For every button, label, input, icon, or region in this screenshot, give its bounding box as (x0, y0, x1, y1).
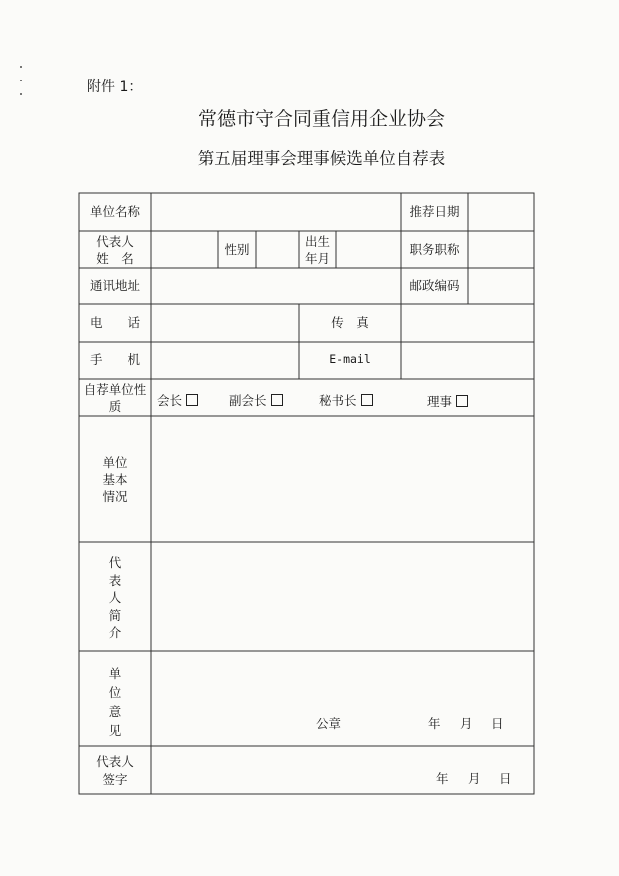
birth-label-line2: 年月 (304, 251, 330, 266)
attachment-label: 附件 1： (87, 79, 143, 95)
rep-intro-label-char: 介 (108, 625, 122, 640)
unit-opinion-field[interactable] (152, 652, 533, 745)
document-title: 常德市守合同重信用企业协会 (197, 108, 445, 130)
unit-info-label-line: 情况 (102, 489, 128, 504)
rep-intro-label-char: 简 (108, 607, 122, 623)
unit-info-label-line: 单位 (102, 455, 128, 470)
rep-name-label-line2: 姓 名 (96, 251, 134, 266)
mobile-label: 手 机 (89, 352, 140, 367)
unit-info-label (79, 454, 151, 505)
option-director[interactable] (427, 393, 468, 410)
recommend-date-field[interactable] (469, 194, 533, 230)
signature-date-day: 日 (499, 771, 512, 786)
document-subtitle: 第五届理事会理事候选单位自荐表 (197, 149, 446, 168)
rep-intro-label (79, 554, 151, 642)
option-secretary-general-label: 秘书长 (319, 393, 357, 408)
mobile-field[interactable] (152, 343, 298, 378)
address-field[interactable] (152, 269, 400, 303)
rep-name-field[interactable] (152, 232, 217, 267)
opinion-date-day: 日 (491, 716, 504, 731)
birth-field[interactable] (337, 232, 400, 267)
unit-nature-label-line2: 质 (108, 399, 122, 414)
unit-info-field[interactable] (152, 417, 533, 541)
signature-date-month: 月 (468, 771, 481, 786)
checkbox-director[interactable] (456, 395, 468, 407)
signature-label-line2: 签字 (102, 771, 128, 787)
postcode-field[interactable] (469, 269, 533, 303)
signature-date-year: 年 (436, 771, 449, 786)
unit-nature-label (79, 381, 151, 415)
opinion-date-month: 月 (460, 716, 473, 731)
address-label: 通讯地址 (89, 278, 140, 293)
rep-name-label-line1: 代表人 (96, 234, 134, 249)
seal-label: 公章 (316, 716, 342, 731)
job-title-field[interactable] (469, 232, 533, 267)
postcode-label: 邮政编码 (409, 278, 460, 293)
unit-name-field[interactable] (152, 194, 400, 230)
rep-intro-label-char: 表 (108, 572, 122, 588)
phone-label: 电 话 (89, 315, 140, 330)
rep-intro-label-char: 人 (108, 590, 122, 605)
job-title-label: 职务职称 (409, 242, 460, 257)
unit-opinion-label (79, 664, 151, 740)
unit-info-label-line: 基本 (102, 472, 128, 487)
rep-intro-label-char: 代 (108, 555, 122, 570)
option-secretary-general[interactable] (319, 392, 373, 409)
option-president-label: 会长 (157, 393, 183, 408)
fax-field[interactable] (402, 305, 533, 341)
birth-label (299, 233, 336, 267)
checkbox-president[interactable] (186, 394, 198, 406)
rep-intro-field[interactable] (152, 543, 533, 650)
checkbox-secretary-general[interactable] (361, 394, 373, 406)
unit-opinion-label-char: 意 (108, 704, 122, 719)
opinion-date-year: 年 (428, 716, 441, 731)
signature-label (79, 753, 151, 788)
rep-name-label (79, 233, 151, 267)
fax-label: 传 真 (331, 315, 369, 330)
option-vice-president[interactable] (229, 392, 283, 409)
signature-label-line1: 代表人 (96, 754, 134, 769)
checkbox-vice-president[interactable] (271, 394, 283, 406)
birth-label-line1: 出生 (304, 234, 330, 249)
option-director-label: 理事 (427, 394, 453, 409)
email-label: E-mail (329, 352, 371, 366)
phone-field[interactable] (152, 305, 298, 341)
unit-name-label: 单位名称 (89, 204, 140, 219)
gender-field[interactable] (257, 232, 298, 267)
gender-label: 性别 (224, 242, 250, 257)
option-president[interactable] (157, 392, 198, 409)
option-vice-president-label: 副会长 (229, 393, 267, 408)
unit-opinion-label-char: 位 (108, 685, 122, 700)
unit-opinion-label-char: 单 (108, 666, 122, 681)
unit-opinion-label-char: 见 (108, 723, 122, 738)
recommend-date-label: 推荐日期 (409, 204, 460, 219)
email-field[interactable] (402, 343, 533, 378)
unit-nature-label-line1: 自荐单位性 (83, 382, 147, 397)
